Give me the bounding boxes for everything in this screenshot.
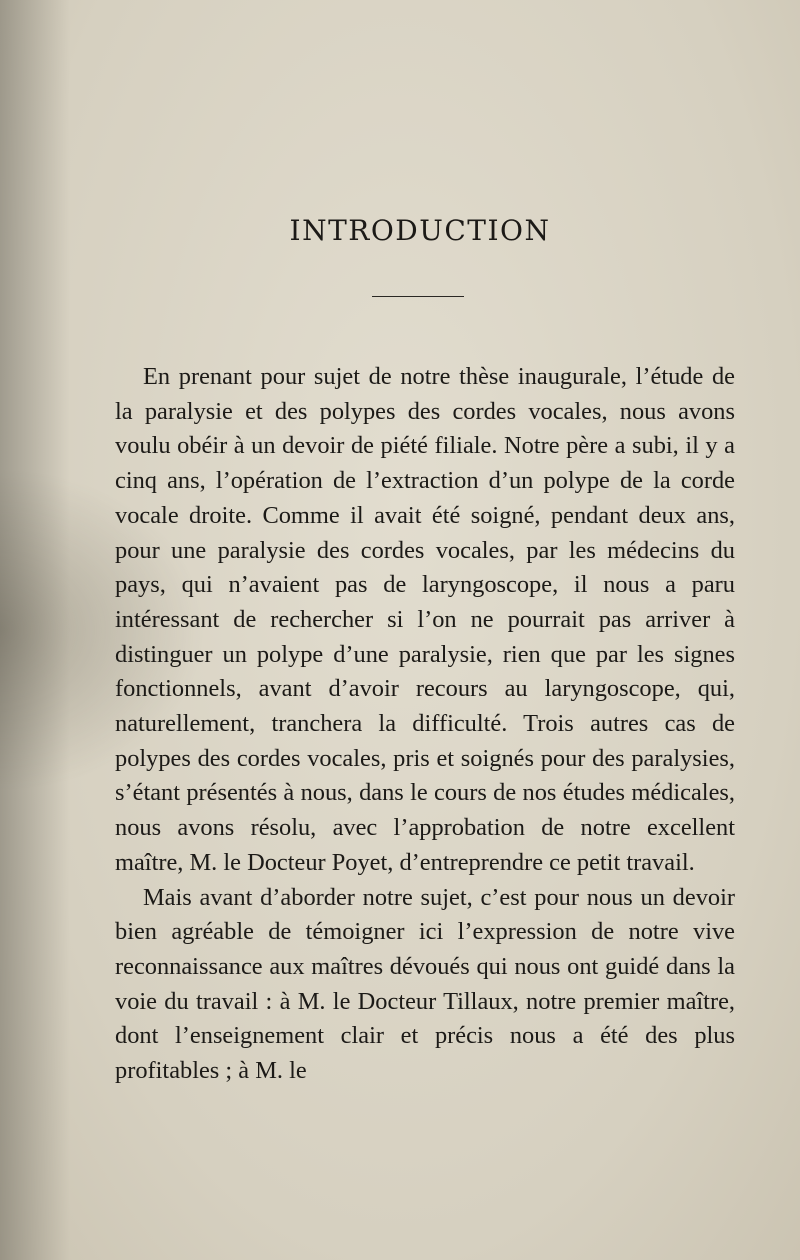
page-shadow-edge — [0, 0, 70, 1260]
body-text — [115, 360, 735, 1089]
paragraph-1: En prenant pour sujet de notre thèse inaugurale, l’étude de la paralysie et des polypes des cordes vocales, nous avons voulu obéir à un devoir de piété filiale. Notre père a subi, il y a cinq ans, l’opération de l’extraction d’un polype de la corde vocale droite. Comme il avait été soigné, pendant deux ans, pour une paralysie des cordes vocales, par les médecins du pays, qui n’avaient pas de laryngoscope, il nous a paru intéressant de rechercher si l’on ne pourrait pas arriver à distinguer un polype d’une paralysie, rien que par les signes fonctionnels, avant d’avoir recours au laryngoscope, qui, naturellement, tranchera la difficulté. Trois autres cas de polypes des cordes vocales, pris et soignés pour des paralysies, s’étant présentés à nous, dans le cours de nos études médicales, nous avons résolu, avec l’approbation de notre excellent maître, M. le Docteur Poyet, d’entreprendre ce petit travail. — [115, 363, 735, 876]
heading-rule — [372, 296, 464, 297]
chapter-heading: INTRODUCTION — [289, 214, 551, 247]
paragraph-2: Mais avant d’aborder notre sujet, c’est pour nous un devoir bien agréable de témoigner ici l’expression de notre vive reconnaissance aux maîtres dévoués qui nous ont guidé dans la voie du travail : à M. le Docteur Tillaux, notre premier maître, dont l’enseignement clair et précis nous a été des plus profitables ; à M. le — [115, 883, 735, 1085]
